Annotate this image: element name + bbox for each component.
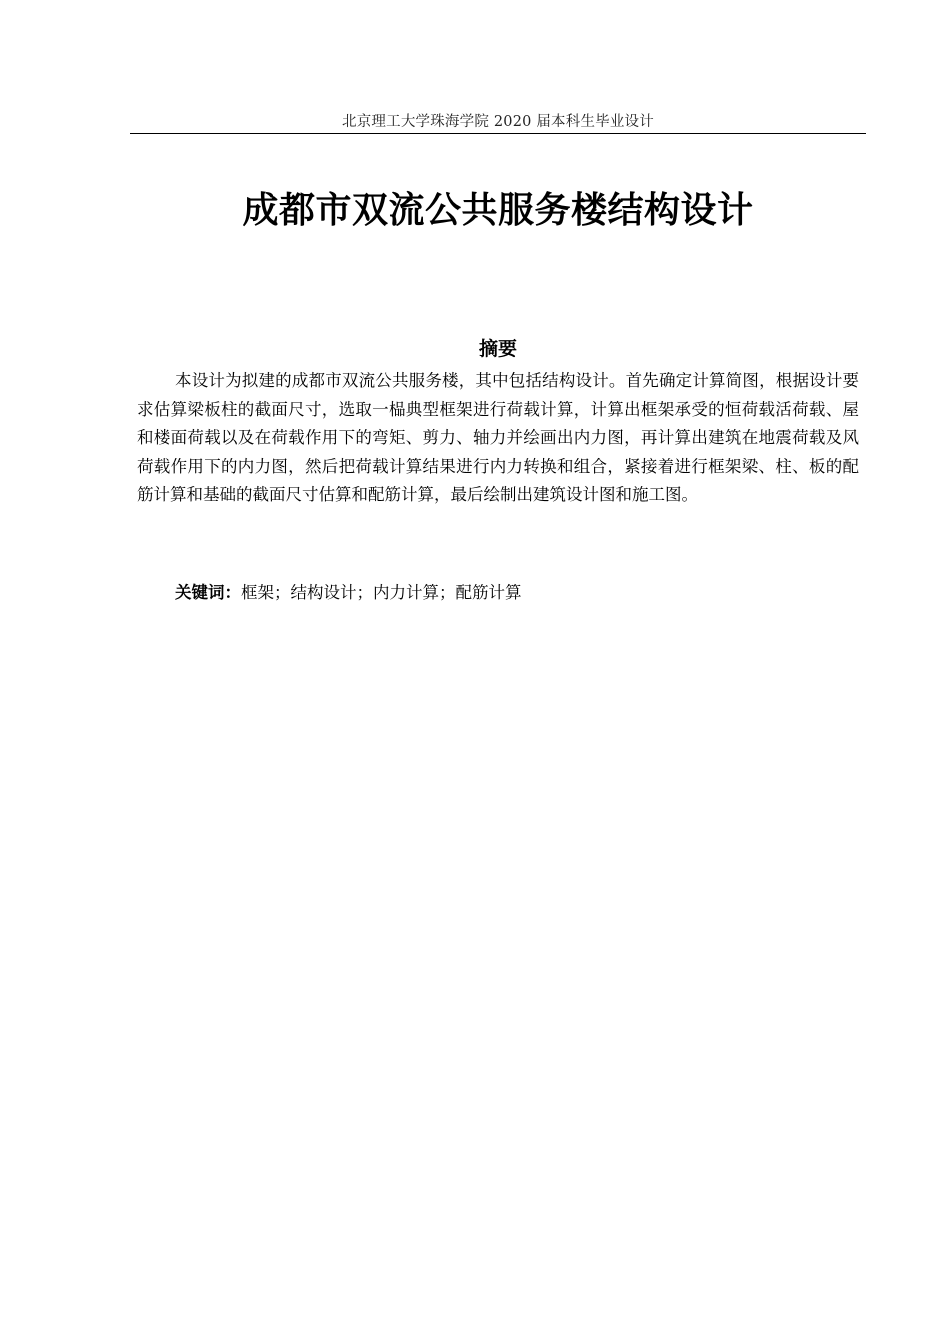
running-header: 北京理工大学珠海学院 2020 届本科生毕业设计: [342, 114, 654, 130]
keywords-line: [175, 580, 859, 606]
keywords-text: 框架；结构设计；内力计算；配筋计算: [241, 583, 522, 602]
document-title: 成都市双流公共服务楼结构设计: [242, 190, 754, 231]
abstract-heading: 摘要: [478, 338, 517, 360]
abstract-body: 本设计为拟建的成都市双流公共服务楼，其中包括结构设计。首先确定计算简图，根据设计要求估算梁板柱的截面尺寸，选取一榀典型框架进行荷载计算，计算出框架承受的恒荷载活荷载、屋和楼面荷载以及在荷载作用下的弯矩、剪力、轴力并绘画出内力图，再计算出建筑在地震荷载及风荷载作用下的内力图，然后把荷载计算结果进行内力转换和组合，紧接着进行框架梁、柱、板的配筋计算和基础的截面尺寸估算和配筋计算，最后绘制出建筑设计图和施工图。: [137, 371, 859, 504]
keywords-label: 关键词：: [175, 583, 241, 602]
header-rule: [130, 133, 866, 134]
